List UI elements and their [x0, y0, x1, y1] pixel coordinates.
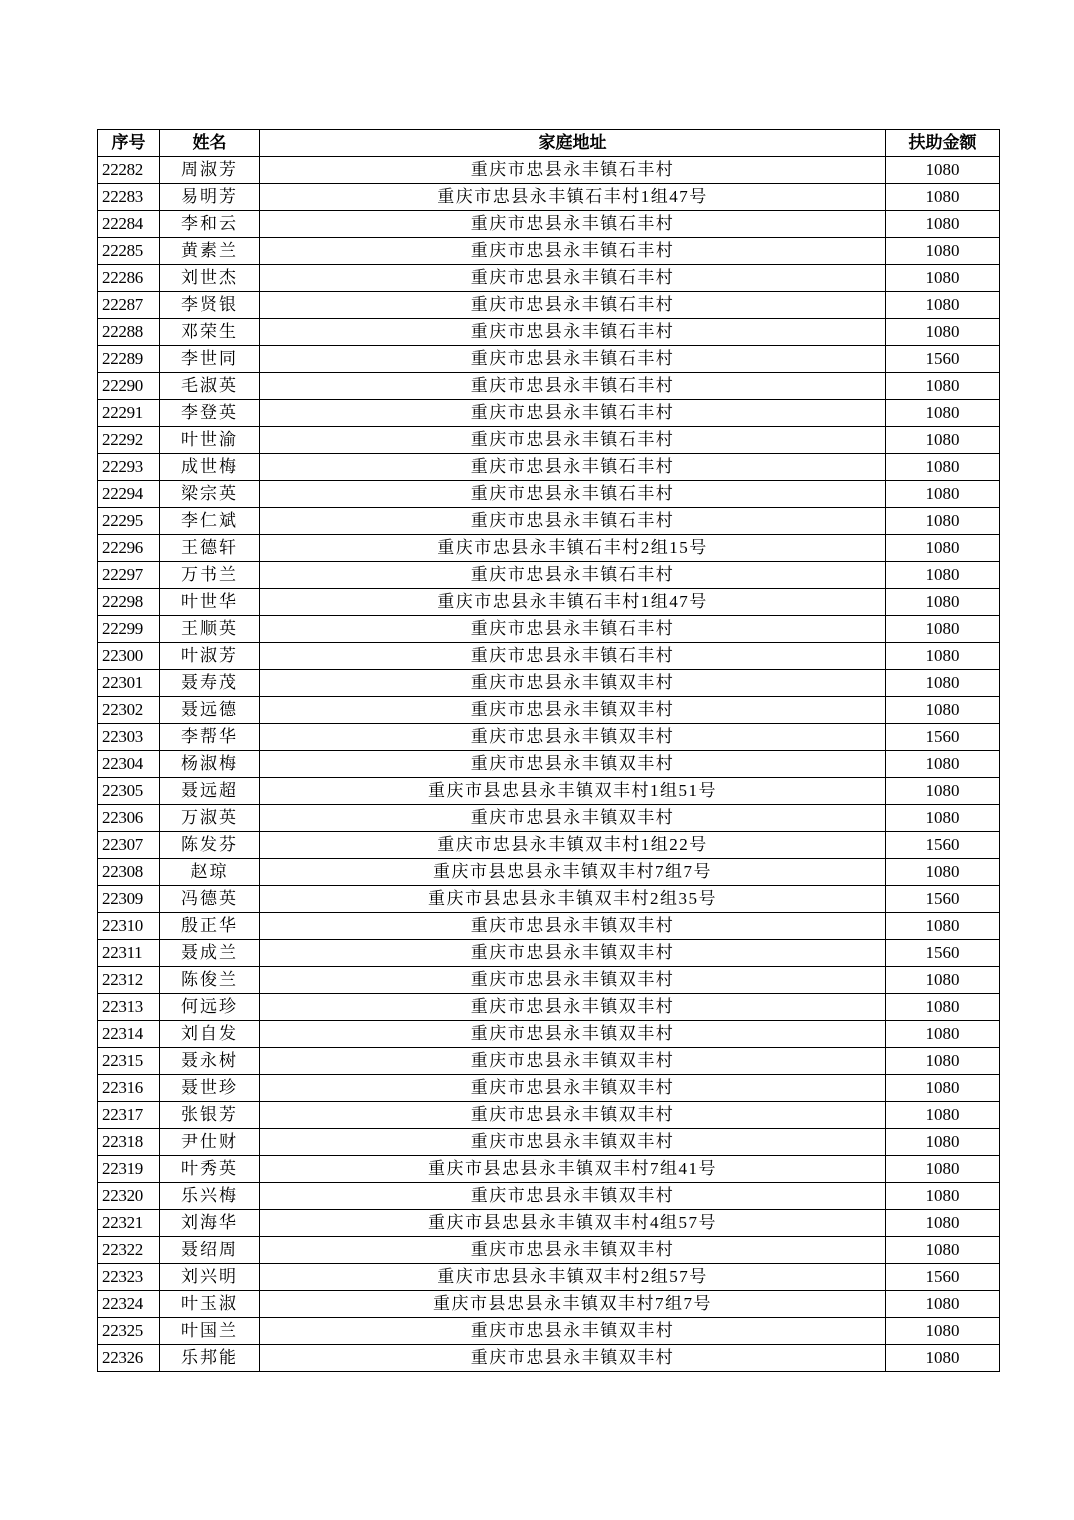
- cell-name: 万书兰: [160, 562, 260, 589]
- cell-address: 重庆市忠县永丰镇石丰村1组47号: [260, 589, 886, 616]
- cell-name: 聂远超: [160, 778, 260, 805]
- table-row: [98, 994, 1000, 1021]
- cell-seq: 22282: [98, 157, 160, 184]
- table-row: [98, 319, 1000, 346]
- cell-name: 李帮华: [160, 724, 260, 751]
- cell-amount: 1080: [886, 454, 1000, 481]
- cell-name: 乐邦能: [160, 1345, 260, 1372]
- cell-seq: 22309: [98, 886, 160, 913]
- cell-amount: 1080: [886, 562, 1000, 589]
- table-row: [98, 1345, 1000, 1372]
- cell-name: 尹仕财: [160, 1129, 260, 1156]
- cell-address: 重庆市忠县永丰镇双丰村1组22号: [260, 832, 886, 859]
- cell-amount: 1080: [886, 670, 1000, 697]
- cell-address: 重庆市忠县永丰镇石丰村: [260, 265, 886, 292]
- cell-amount: 1080: [886, 643, 1000, 670]
- cell-amount: 1080: [886, 967, 1000, 994]
- table-row: [98, 157, 1000, 184]
- cell-address: 重庆市忠县永丰镇双丰村: [260, 1183, 886, 1210]
- cell-amount: 1080: [886, 1291, 1000, 1318]
- cell-seq: 22316: [98, 1075, 160, 1102]
- cell-amount: 1560: [886, 886, 1000, 913]
- table-row: [98, 238, 1000, 265]
- cell-amount: 1080: [886, 481, 1000, 508]
- table-row: [98, 508, 1000, 535]
- cell-seq: 22290: [98, 373, 160, 400]
- cell-address: 重庆市忠县永丰镇双丰村: [260, 1075, 886, 1102]
- cell-amount: 1080: [886, 1237, 1000, 1264]
- cell-amount: 1560: [886, 832, 1000, 859]
- table-body: [98, 157, 1000, 1372]
- cell-seq: 22296: [98, 535, 160, 562]
- cell-amount: 1080: [886, 616, 1000, 643]
- cell-name: 李登英: [160, 400, 260, 427]
- cell-amount: 1560: [886, 724, 1000, 751]
- table-row: [98, 265, 1000, 292]
- cell-amount: 1080: [886, 913, 1000, 940]
- table-row: [98, 1048, 1000, 1075]
- cell-seq: 22304: [98, 751, 160, 778]
- table-row: [98, 751, 1000, 778]
- cell-seq: 22306: [98, 805, 160, 832]
- table-row: [98, 373, 1000, 400]
- cell-name: 刘世杰: [160, 265, 260, 292]
- table-row: [98, 832, 1000, 859]
- cell-name: 陈俊兰: [160, 967, 260, 994]
- cell-seq: 22294: [98, 481, 160, 508]
- cell-address: 重庆市忠县永丰镇双丰村: [260, 670, 886, 697]
- table-row: [98, 697, 1000, 724]
- cell-name: 聂成兰: [160, 940, 260, 967]
- cell-name: 叶淑芳: [160, 643, 260, 670]
- table-row: [98, 1318, 1000, 1345]
- table-row: [98, 346, 1000, 373]
- cell-name: 易明芳: [160, 184, 260, 211]
- cell-address: 重庆市忠县永丰镇石丰村: [260, 211, 886, 238]
- cell-address: 重庆市忠县永丰镇石丰村: [260, 508, 886, 535]
- table-row: [98, 589, 1000, 616]
- cell-name: 何远珍: [160, 994, 260, 1021]
- cell-name: 成世梅: [160, 454, 260, 481]
- cell-amount: 1080: [886, 1102, 1000, 1129]
- table-row: [98, 805, 1000, 832]
- table-row: [98, 1264, 1000, 1291]
- header-amount: 扶助金额: [886, 130, 1000, 157]
- cell-seq: 22323: [98, 1264, 160, 1291]
- cell-seq: 22318: [98, 1129, 160, 1156]
- cell-address: 重庆市忠县永丰镇双丰村: [260, 751, 886, 778]
- cell-seq: 22292: [98, 427, 160, 454]
- cell-address: 重庆市忠县永丰镇石丰村: [260, 319, 886, 346]
- cell-name: 黄素兰: [160, 238, 260, 265]
- cell-amount: 1080: [886, 1210, 1000, 1237]
- cell-seq: 22303: [98, 724, 160, 751]
- cell-address: 重庆市县忠县永丰镇双丰村7组41号: [260, 1156, 886, 1183]
- cell-name: 李和云: [160, 211, 260, 238]
- cell-seq: 22314: [98, 1021, 160, 1048]
- cell-amount: 1080: [886, 238, 1000, 265]
- cell-name: 毛淑英: [160, 373, 260, 400]
- cell-address: 重庆市忠县永丰镇双丰村: [260, 1129, 886, 1156]
- table-row: [98, 859, 1000, 886]
- cell-amount: 1080: [886, 1156, 1000, 1183]
- cell-address: 重庆市县忠县永丰镇双丰村4组57号: [260, 1210, 886, 1237]
- cell-seq: 22317: [98, 1102, 160, 1129]
- table-row: [98, 724, 1000, 751]
- cell-address: 重庆市忠县永丰镇双丰村: [260, 1237, 886, 1264]
- cell-name: 王顺英: [160, 616, 260, 643]
- header-seq: 序号: [98, 130, 160, 157]
- cell-address: 重庆市忠县永丰镇石丰村: [260, 481, 886, 508]
- table-row: [98, 778, 1000, 805]
- cell-amount: 1080: [886, 778, 1000, 805]
- table-row: [98, 184, 1000, 211]
- cell-name: 梁宗英: [160, 481, 260, 508]
- cell-seq: 22293: [98, 454, 160, 481]
- table-row: [98, 481, 1000, 508]
- cell-address: 重庆市忠县永丰镇石丰村: [260, 427, 886, 454]
- cell-seq: 22285: [98, 238, 160, 265]
- cell-name: 万淑英: [160, 805, 260, 832]
- table-row: [98, 427, 1000, 454]
- cell-address: 重庆市忠县永丰镇双丰村: [260, 724, 886, 751]
- table-row: [98, 886, 1000, 913]
- cell-name: 刘兴明: [160, 1264, 260, 1291]
- cell-name: 赵琼: [160, 859, 260, 886]
- cell-address: 重庆市忠县永丰镇双丰村: [260, 940, 886, 967]
- table-row: [98, 1075, 1000, 1102]
- cell-address: 重庆市县忠县永丰镇双丰村1组51号: [260, 778, 886, 805]
- cell-address: 重庆市忠县永丰镇双丰村: [260, 805, 886, 832]
- cell-amount: 1560: [886, 940, 1000, 967]
- cell-amount: 1080: [886, 373, 1000, 400]
- cell-address: 重庆市忠县永丰镇双丰村2组57号: [260, 1264, 886, 1291]
- cell-seq: 22301: [98, 670, 160, 697]
- cell-name: 聂世珍: [160, 1075, 260, 1102]
- cell-name: 杨淑梅: [160, 751, 260, 778]
- cell-seq: 22297: [98, 562, 160, 589]
- cell-seq: 22283: [98, 184, 160, 211]
- cell-seq: 22300: [98, 643, 160, 670]
- table-row: [98, 400, 1000, 427]
- cell-name: 刘自发: [160, 1021, 260, 1048]
- table-row: [98, 454, 1000, 481]
- cell-address: 重庆市忠县永丰镇石丰村: [260, 373, 886, 400]
- cell-amount: 1080: [886, 1318, 1000, 1345]
- cell-amount: 1080: [886, 292, 1000, 319]
- table-row: [98, 1102, 1000, 1129]
- cell-address: 重庆市忠县永丰镇双丰村: [260, 1102, 886, 1129]
- cell-seq: 22322: [98, 1237, 160, 1264]
- cell-address: 重庆市忠县永丰镇石丰村: [260, 346, 886, 373]
- cell-name: 叶国兰: [160, 1318, 260, 1345]
- table-row: [98, 1021, 1000, 1048]
- cell-seq: 22289: [98, 346, 160, 373]
- cell-name: 王德轩: [160, 535, 260, 562]
- cell-amount: 1080: [886, 1021, 1000, 1048]
- cell-seq: 22312: [98, 967, 160, 994]
- header-name: 姓名: [160, 130, 260, 157]
- cell-seq: 22284: [98, 211, 160, 238]
- cell-seq: 22313: [98, 994, 160, 1021]
- cell-name: 殷正华: [160, 913, 260, 940]
- cell-amount: 1080: [886, 211, 1000, 238]
- cell-name: 聂绍周: [160, 1237, 260, 1264]
- cell-seq: 22298: [98, 589, 160, 616]
- cell-seq: 22299: [98, 616, 160, 643]
- cell-amount: 1080: [886, 859, 1000, 886]
- cell-name: 叶秀英: [160, 1156, 260, 1183]
- cell-amount: 1080: [886, 994, 1000, 1021]
- cell-amount: 1080: [886, 1075, 1000, 1102]
- cell-address: 重庆市忠县永丰镇双丰村: [260, 1048, 886, 1075]
- cell-amount: 1080: [886, 697, 1000, 724]
- cell-amount: 1080: [886, 319, 1000, 346]
- cell-name: 聂寿茂: [160, 670, 260, 697]
- cell-amount: 1080: [886, 589, 1000, 616]
- cell-name: 叶世渝: [160, 427, 260, 454]
- cell-seq: 22307: [98, 832, 160, 859]
- cell-seq: 22288: [98, 319, 160, 346]
- cell-name: 李仁斌: [160, 508, 260, 535]
- cell-seq: 22308: [98, 859, 160, 886]
- cell-name: 冯德英: [160, 886, 260, 913]
- table-row: [98, 940, 1000, 967]
- cell-seq: 22286: [98, 265, 160, 292]
- cell-seq: 22324: [98, 1291, 160, 1318]
- cell-seq: 22310: [98, 913, 160, 940]
- cell-amount: 1560: [886, 346, 1000, 373]
- cell-address: 重庆市忠县永丰镇石丰村: [260, 157, 886, 184]
- cell-amount: 1080: [886, 1048, 1000, 1075]
- cell-address: 重庆市忠县永丰镇石丰村: [260, 643, 886, 670]
- header-address: 家庭地址: [260, 130, 886, 157]
- cell-amount: 1080: [886, 157, 1000, 184]
- cell-amount: 1080: [886, 508, 1000, 535]
- cell-name: 李贤银: [160, 292, 260, 319]
- table-row: [98, 1210, 1000, 1237]
- cell-address: 重庆市县忠县永丰镇双丰村2组35号: [260, 886, 886, 913]
- cell-name: 邓荣生: [160, 319, 260, 346]
- table-row: [98, 1291, 1000, 1318]
- cell-address: 重庆市忠县永丰镇双丰村: [260, 994, 886, 1021]
- cell-amount: 1080: [886, 1129, 1000, 1156]
- table-row: [98, 616, 1000, 643]
- cell-name: 叶玉淑: [160, 1291, 260, 1318]
- cell-seq: 22287: [98, 292, 160, 319]
- cell-name: 张银芳: [160, 1102, 260, 1129]
- cell-name: 周淑芳: [160, 157, 260, 184]
- cell-address: 重庆市忠县永丰镇双丰村: [260, 967, 886, 994]
- table-row: [98, 1237, 1000, 1264]
- cell-amount: 1080: [886, 400, 1000, 427]
- header-row: [98, 130, 1000, 157]
- cell-address: 重庆市忠县永丰镇石丰村: [260, 454, 886, 481]
- cell-address: 重庆市忠县永丰镇双丰村: [260, 1021, 886, 1048]
- cell-seq: 22319: [98, 1156, 160, 1183]
- cell-name: 陈发芬: [160, 832, 260, 859]
- table-row: [98, 1129, 1000, 1156]
- cell-address: 重庆市忠县永丰镇石丰村: [260, 292, 886, 319]
- table-row: [98, 670, 1000, 697]
- cell-name: 聂永树: [160, 1048, 260, 1075]
- cell-seq: 22320: [98, 1183, 160, 1210]
- cell-amount: 1080: [886, 427, 1000, 454]
- cell-amount: 1560: [886, 1264, 1000, 1291]
- cell-name: 叶世华: [160, 589, 260, 616]
- table-row: [98, 967, 1000, 994]
- cell-amount: 1080: [886, 1345, 1000, 1372]
- cell-seq: 22325: [98, 1318, 160, 1345]
- table-row: [98, 535, 1000, 562]
- cell-address: 重庆市忠县永丰镇双丰村: [260, 913, 886, 940]
- cell-address: 重庆市忠县永丰镇石丰村1组47号: [260, 184, 886, 211]
- cell-seq: 22291: [98, 400, 160, 427]
- table-row: [98, 292, 1000, 319]
- cell-amount: 1080: [886, 265, 1000, 292]
- cell-amount: 1080: [886, 805, 1000, 832]
- cell-amount: 1080: [886, 184, 1000, 211]
- cell-seq: 22315: [98, 1048, 160, 1075]
- cell-seq: 22305: [98, 778, 160, 805]
- cell-address: 重庆市忠县永丰镇石丰村: [260, 562, 886, 589]
- cell-amount: 1080: [886, 535, 1000, 562]
- cell-name: 李世同: [160, 346, 260, 373]
- assistance-roster-table: [97, 129, 1000, 1372]
- cell-address: 重庆市忠县永丰镇石丰村: [260, 400, 886, 427]
- table-row: [98, 1156, 1000, 1183]
- cell-amount: 1080: [886, 751, 1000, 778]
- cell-seq: 22326: [98, 1345, 160, 1372]
- cell-address: 重庆市忠县永丰镇双丰村: [260, 697, 886, 724]
- cell-address: 重庆市忠县永丰镇双丰村: [260, 1345, 886, 1372]
- cell-address: 重庆市忠县永丰镇石丰村: [260, 616, 886, 643]
- table-row: [98, 562, 1000, 589]
- cell-address: 重庆市县忠县永丰镇双丰村7组7号: [260, 859, 886, 886]
- cell-name: 聂远德: [160, 697, 260, 724]
- table-row: [98, 211, 1000, 238]
- table-row: [98, 913, 1000, 940]
- cell-amount: 1080: [886, 1183, 1000, 1210]
- cell-seq: 22295: [98, 508, 160, 535]
- table-row: [98, 643, 1000, 670]
- table-row: [98, 1183, 1000, 1210]
- cell-address: 重庆市忠县永丰镇石丰村: [260, 238, 886, 265]
- cell-seq: 22302: [98, 697, 160, 724]
- cell-seq: 22321: [98, 1210, 160, 1237]
- cell-name: 刘海华: [160, 1210, 260, 1237]
- cell-address: 重庆市忠县永丰镇双丰村: [260, 1318, 886, 1345]
- cell-name: 乐兴梅: [160, 1183, 260, 1210]
- cell-address: 重庆市忠县永丰镇石丰村2组15号: [260, 535, 886, 562]
- cell-address: 重庆市县忠县永丰镇双丰村7组7号: [260, 1291, 886, 1318]
- cell-seq: 22311: [98, 940, 160, 967]
